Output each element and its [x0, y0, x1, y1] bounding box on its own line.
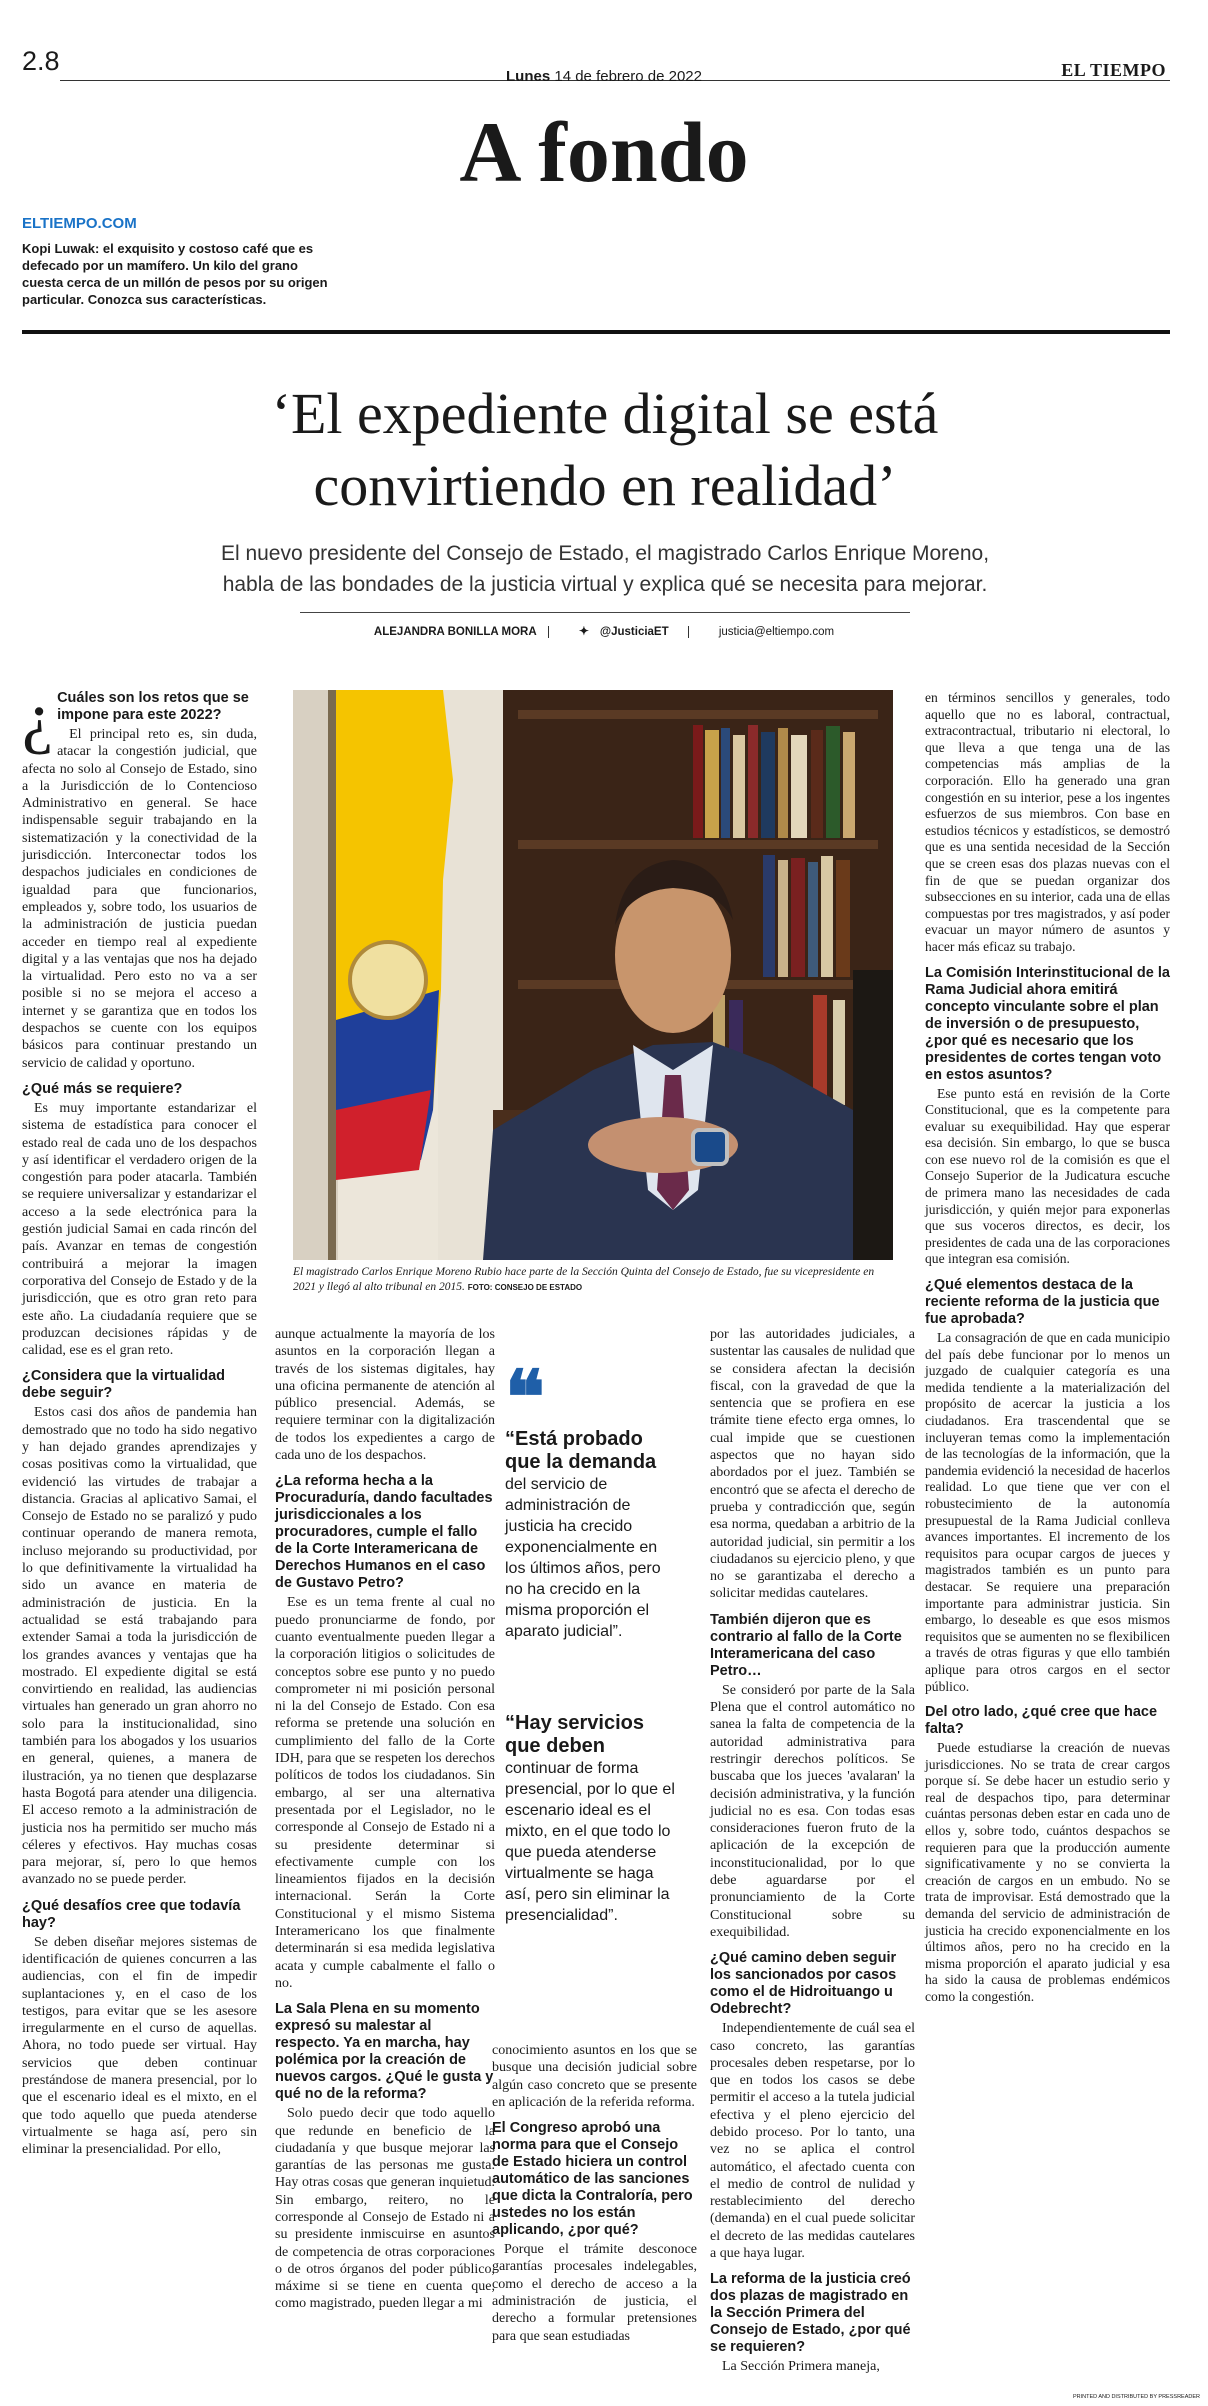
question-6: La Sala Plena en su momento expresó su malestar al respecto. Ya en marcha, hay polémica por la creación de nuevos cargos. ¿Qué le gusta y qué no de la reforma? [275, 2001, 494, 2103]
question-7: El Congreso aprobó una norma para que el Consejo de Estado hiciera un control automático de las sanciones que dicta la Contraloría, pero ustedes no los están aplicando, ¿por qué? [492, 2120, 693, 2239]
quote-mark-icon: ❝ [505, 1355, 545, 1441]
answer-9: Independientemente de cuál sea el caso concreto, las garantías procesales deben respetarse, por lo que en todos los casos se debe permitir el acceso a la tutela judicial efectiva y el pleno ejercicio del debido proceso. Por lo tanto, una vez no se aplica el control automático, el afectado cuenta con el medio de control de nulidad y restablecimiento del derecho (demanda) en el cual puede solicitar el decreto de las medidas cautelares a que haya lugar. [710, 2021, 915, 2262]
question-1: Cuáles son los retos que se impone para este 2022? [57, 690, 249, 723]
answer-10: La Sección Primera maneja, [722, 2359, 880, 2375]
question-9: ¿Qué camino deben seguir los sancionados por casos como el de Hidroituango u Odebrecht? [710, 1950, 897, 2018]
answer-11: Ese punto está en revisión de la Corte Constitucional, que es la competente para evaluar su exequibilidad. Hay que esperar esa decisión. Sin embargo, lo que se busca con ese nuevo rol de la comisión es que el Consejo Superior de la Judicatura escuche de primera mano las necesidades de cada jurisdicción, y quién mejor para exponerlas que sus voceros directos, es decir, los presidentes de cada una de las corporaciones que integran esa comisión. [925, 1085, 1170, 1267]
column-3: conocimiento asuntos en los que se busque una decisión judicial sobre algún caso concreto que se presente en aplicación de la referida reforma. El Congreso aprobó una norma para que el Consejo de Estado hiciera un control automático de las sanciones que dicta la Contraloría, pero ustedes no los están aplicando, ¿por qué? Porque el trámite desconoce garantías procesales indelegables, como el derecho de acceso a la administración de justicia, el derecho a formular pretensiones para que sean estudiadas [492, 2043, 697, 2344]
answer-continued: aunque actualmente la mayoría de los asuntos en la corporación llegan a través de los sistemas digitales, hay una oficina permanente de atención al público presencial. Además, se requiere terminar con la digitalización de todos los expedientes a cargo de cada uno de los despachos. [275, 1327, 495, 1464]
question-12: ¿Qué elementos destaca de la reciente reforma de la justicia que fue aprobada? [925, 1277, 1160, 1328]
section-divider [22, 330, 1170, 334]
drop-question-mark: ¿ [22, 679, 54, 756]
question-2: ¿Qué más se requiere? [22, 1080, 183, 1097]
dateline: Lunes 14 de febrero de 2022 [506, 68, 702, 85]
print-note: PRINTED AND DISTRIBUTED BY PRESSREADER [1072, 2394, 1200, 2400]
answer-12: La consagración de que en cada municipio del país debe funcionar por lo menos un juzgado de cualquier categoría es una medida tendiente a la materialización del propósito de acercar la justicia a los ciudadanos. Era trascendental que se incluyeran temas como la implementación de las tecnologías de la información, que la pandemia evidenció la necesidad de hacerlos realidad. Lo que tiene que ver con el robustecimiento de la autonomía presupuestal de la Rama Judicial conlleva avances importantes. El incremento de los requisitos para ocupar cargos de jueces y magistrados también es un punto para destacar. Se requiere una preparación importante para administrar justicia. Sin embargo, lo deseable es que esos mismos requisitos que se aumenten no se flexibilicen a través de otras figuras y que ello también aplique para otros cargos en el sector público. [925, 1330, 1170, 1694]
column-2 [275, 1326, 495, 2313]
column-4: por las autoridades judiciales, a sustentar las causales de nulidad que se considera afectan la decisión fiscal, con la gravedad de que la sentencia que se profiera en ese trámite tiene efecto erga omnes, lo cual impide que se cuestionen aspectos que no hayan sido abordados por el juez. También se encontró que se afecta el derecho de prueba y contradicción que, según esa norma, quedaban a arbitrio de la autoridad judicial, sin permitir a los ciudadanos su ejercicio pleno, y que no se garantizaba el derecho a solicitar medidas cautelares. También dijeron que es contrario al fallo de la Corte Interamericana del caso Petro… Se consideró por parte de la Sala Plena que el control automático no sanea la falta de competencia de la autoridad administrativa para restringir derechos políticos. Se buscaba que los jueces 'avalaran' la decisión administrativa, y la función judicial no es esa. Con todas esas consideraciones fueron fruto de la aplicación de la excepción de inconstitucionalidad, por lo que debe aguardarse por el pronunciamiento de la Corte Constitucional sobre su exequibilidad. ¿Qué camino deben seguir los sancionados por casos como el de Hidroituango u Odebrecht? Independientemente de cuál sea el caso concreto, las garantías procesales deben respetarse, por lo que en todos los casos se debe permitir el acceso a la tutela judicial efectiva y el pleno ejercicio del debido proceso. Por lo tanto, una vez no se aplica el control automático, el afectado cuenta con el medio de control de nulidad y restablecimiento del derecho (demanda) en el cual puede solicitar el decreto de las medidas cautelares a que haya lugar. La reforma de la justicia creó dos plazas de magistrado en la Sección Primera del Consejo de Estado, ¿por qué se requieren? La Sección Primera maneja, [710, 1327, 915, 2375]
question-5: ¿La reforma hecha a la Procuraduría, dando facultades jurisdiccionales a los procuradores, cumple el fallo de la Corte Interamericana de Derechos Humanos en el caso de Gustavo Petro? [275, 1473, 493, 1592]
question-13: Del otro lado, ¿qué cree que hace falta? [925, 1704, 1158, 1738]
answer-2: Es muy importante estandarizar el sistema de estadística para conocer el estado real de cada uno de los despachos y así identificar el verdadero origen de la congestión para poder atacarla. También se requiere universalizar y estandarizar el acceso a la sede electrónica para la gestión judicial Samai en cada rincón del país. Avanzar en temas de congestión contribuirá a mejorar la imagen corporativa del Consejo de Estado y de la jurisdicción, que es otro gran reto para este año. La ciudadanía requiere que se produzcan decisiones rápidas y de calidad, ese es el gran reto. [22, 1100, 257, 1359]
answer-7: Porque el trámite desconoce garantías procesales indelegables, como el derecho de acceso a la administración de justicia, el derecho a formular pretensiones para que sean estudiadas [492, 2242, 697, 2344]
question-3: ¿Considera que la virtualidad debe seguir? [22, 1368, 226, 1402]
answer-6: Solo puedo decir que todo aquello que redunde en beneficio de la ciudadanía y que busque mejorar las garantías de las personas me gusta. Hay otras cosas que generan inquietud. Sin embargo, reitero, no le corresponde al Consejo de Estado ni a su presidente inmiscuirse en asuntos de competencia de otras corporaciones o de otros órganos del poder público, máxime si se tiene en cuenta que, como magistrado, pueden llegar a mi [275, 2106, 495, 2312]
answer-5: Ese es un tema frente al cual no puedo pronunciarme de fondo, por cuanto eventualmente pueden llegar a la corporación litigios o solicitudes de conceptos sobre ese punto y no puedo comprometer ni mi posición personal ni la del Consejo de Estado. Con esa reforma se pretende una solución en cumplimiento del fallo de la Corte IDH, para que se respeten los derechos políticos de todos los ciudadanos. Sin embargo, al ser una alternativa presentada por el Legislador, no le corresponde al Consejo de Estado ni a su presidente determinar si efectivamente cumple con los lineamientos fijados en la decisión internacional. Serán la Corte Constitucional y el mismo Sistema Interamericano los que finalmente determinarán si esa medida legislativa acata y cumple cabalmente el fallo o no. [275, 1595, 495, 1991]
question-11: La Comisión Interinstitucional de la Rama Judicial ahora emitirá concepto vinculante sobre el plan de inversión o de presupuesto, ¿por qué es necesario que los presidentes de cortes tengan voto en estos asuntos? [925, 964, 1170, 1083]
column-1 [22, 679, 257, 2159]
twitter-icon: ✦ [578, 624, 589, 638]
column-5: en términos sencillos y generales, todo aquello que no es laboral, contractual, extracontractual, tributario ni electoral, lo que lleva a que tenga una de las competencias más amplias de la corporación. Ello ha generado una gran congestión en su interior, pese a los ingentes esfuerzos de sus miembros. Con base en estudios técnicos y estadísticos, se demostró que es una sentida necesidad de la Sección que se creen esas dos plazas nuevas con el fin de que se puedan organizar dos subsecciones en su interior, cada una de ellas compuestas por tres magistrados, y así poder evacuar un mayor número de asuntos y hacer más eficaz su trabajo. La Comisión Interinstitucional de la Rama Judicial ahora emitirá concepto vinculante sobre el plan de inversión o de presupuesto, ¿por qué es necesario que los presidentes de cortes tengan voto en estos asuntos? Ese punto está en revisión de la Corte Constitucional, que es la competente para evaluar su exequibilidad. Hay que esperar esa decisión. Sin embargo, lo que se busca con ese nuevo rol de la comisión es que el Consejo Superior de la Judicatura escuche de primera mano las necesidades de cada jurisdicción, y quién mejor para exponerlas que sus voceros directos, es decir, los presidentes de cada una de las corporaciones que integran esa comisión. ¿Qué elementos destaca de la reciente reforma de la justicia que fue aprobada? La consagración de que en cada municipio del país debe funcionar por lo menos un juzgado de cualquier categoría es una medida tendiente a la materialización del propósito de acercar la justicia a los ciudadanos. Era trascendental que se incluyeran temas como la implementación de las tecnologías de la información, que la pandemia evidenció la necesidad de hacerlos realidad. Lo que tiene que ver con el robustecimiento de la autonomía presupuestal de la Rama Judicial conlleva avances importantes. El incremento de los requisitos para ocupar cargos de jueces y magistrados también es un punto para destacar. Se requiere una preparación importante para administrar justicia. Sin embargo, lo deseable es que esos mismos requisitos que se aumenten no se flexibilicen a través de otras figuras y que ello también aplique para otros cargos en el sector público. Del otro lado, ¿qué cree que hace falta? Puede estudiarse la creación de nuevas jurisdicciones. No se trata de crear cargos porque sí. Se debe hacer un estudio serio y real de despachos tipo, para determinar cuántas personas deben estar en cada uno de ellos y, sobre todo, cuántos despachos se requieren para que la producción aumente significativamente y no se convierta la creación de cargos en un embudo. No se trata de improvisar. Está demostrado que la demanda del servicio de administración de justicia ha crecido exponencialmente en los últimos años, pero no ha crecido en la misma proporción el aparato judicial y esa ha sido la causa de problemas endémicos como la congestión. [925, 690, 1170, 2004]
answer-13: Puede estudiarse la creación de nuevas jurisdicciones. No se trata de crear cargos porque sí. Se debe hacer un estudio serio y real de despachos tipo, para determinar cuántas personas deben estar en cada uno de ellos y, sobre todo, cuántos despachos se requieren para que la producción aumente significativamente y no se convierta la creación de cargos en un embudo. No se trata de improvisar. Está demostrado que la demanda del servicio de administración de justicia ha crecido exponencialmente en los últimos años, pero no ha crecido en la misma proporción el aparato judicial y esa ha sido la causa de problemas endémicos como la congestión. [925, 1740, 1170, 2004]
article-deck: El nuevo presidente del Consejo de Estado, el magistrado Carlos Enrique Moreno, habla de las bondades de la justicia virtual y explica qué se necesita para mejorar. [220, 542, 990, 596]
article-photo [293, 690, 893, 1260]
author-name: ALEJANDRA BONILLA MORA [373, 626, 537, 638]
pull-quote-2: “Hay servicios que deben continuar de forma presencial, por lo que el escenario ideal es el mixto, en el que todo lo que pueda atenderse virtualmente se haga así, pero sin eliminar la presencialidad”. [505, 1712, 675, 1924]
byline [0, 624, 1208, 638]
promo-link[interactable]: ELTIEMPO.COM [22, 215, 137, 232]
answer-1: El principal reto es, sin duda, atacar la congestión judicial, que afecta no solo al Consejo de Estado, sino a la Jurisdicción de lo Contencioso Administrativo en general. Se hace indispensable seguir trabajando en la sistematización y la conectividad de la jurisdicción. Interconectar todos los despachos judiciales en condiciones de igualdad para que funcionarios, empleados y, sobre todo, los usuarios de la administración de justicia puedan acceder en tiempo real al expediente digital y a las ventajas que nos ha dejado la virtualidad. Pero esto no va a ser posible si no se mejora el acceso a internet y se garantiza que en todos los despachos se cuente con los equipos básicos para continuar prestando un servicio de calidad y oportuno. [22, 727, 257, 1071]
answer-3: Estos casi dos años de pandemia han demostrado que no todo ha sido negativo y han dejado grandes aprendizajes y cosas positivas como la virtualidad, que evidenció las virtudes de trabajar a distancia. Gracias al aplicativo Samai, el Consejo de Estado no se paralizó y pudo continuar operando de manera remota, incluso mejorando su productividad, por lo que definitivamente la virtualidad ha sido un avance en materia de administración de justicia. En la actualidad se está trabajando para extender Samai a toda la jurisdicción de los grandes avances y ventajas que ha mostrado. El expediente digital se está convirtiendo en realidad, las audiencias virtuales han generado un gran ahorro no solo para la institucionalidad, sino también para los abogados y los usuarios en general, quienes, a manera de ilustración, ya no tienen que desplazarse hasta Bogotá para atender una diligencia. El acceso remoto a la administración de justicia nos ha permitido ser mucho más céleres y efectivos. Hay muchas cosas para mejorar, sí, pero lo que hemos avanzado no se puede perder. [22, 1405, 257, 1888]
author-email[interactable]: justicia@eltiempo.com [718, 626, 835, 638]
answer-8: Se consideró por parte de la Sala Plena que el control automático no sanea la falta de competencia de la autoridad administrativa para restringir derechos políticos. Se buscaba que los jueces 'avalaran' la decisión administrativa, y la función judicial no es esa. Con todas esas consideraciones fueron fruto de la aplicación de la excepción de inconstitucionalidad, por lo que debe aguardarse por el pronunciamiento de la Corte Constitucional sobre su exequibilidad. [710, 1682, 915, 1940]
question-8: También dijeron que es contrario al fallo de la Corte Interamericana del caso Petro… [710, 1611, 902, 1679]
photo-caption: El magistrado Carlos Enrique Moreno Rubio hace parte de la Sección Quinta del Consejo de Estado, fue su vicepresidente en 2021 y llegó al alto tribunal en 2015. FOTO: CONSEJO DE ESTADO [293, 1266, 875, 1293]
article-headline: ‘El expediente digital se está convirtiendo en realidad’ [271, 381, 939, 518]
question-4: ¿Qué desafíos cree que todavía hay? [22, 1897, 241, 1931]
section-title: A fondo [459, 104, 749, 200]
question-10: La reforma de la justicia creó dos plazas de magistrado en la Sección Primera del Consejo de Estado, ¿por qué se requieren? [710, 2271, 911, 2356]
byline-rule [300, 612, 910, 613]
newspaper-brand: EL TIEMPO [1061, 60, 1166, 80]
twitter-handle[interactable]: ✦ @JusticiaET [578, 624, 669, 638]
promo-text: Kopi Luwak: el exquisito y costoso café que es defecado por un mamífero. Un kilo del grano cuesta cerca de un millón de pesos por su origen particular. Conozca sus características. [22, 241, 328, 307]
page-number: 2.8 [22, 46, 60, 76]
answer-4: Se deben diseñar mejores sistemas de identificación de quienes concurren a las audiencias, con el fin de impedir suplantaciones y, en el caso de los testigos, para evitar que se les asesore irregularmente en el curso de aquellas. Ahora, no todo puede ser virtual. Hay servicios que deben continuar prestándose de manera presencial, por lo que el escenario ideal es el mixto, en el que todo aquello que pueda atenderse virtualmente se haga así, pero sin eliminar la presencialidad. Por ello, [22, 1934, 257, 2158]
pull-quote-1: ❝ “Está probado que la demanda del servicio de administración de justicia ha crecido exponencialmente en los últimos años, pero no ha crecido en la misma proporción el aparato judicial”. [505, 1368, 680, 1642]
